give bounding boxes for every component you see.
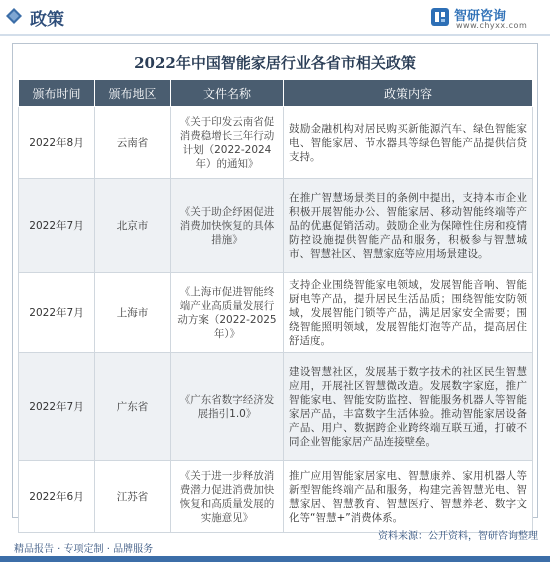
table-title: 2022年中国智能家居行业各省市相关政策 [134,54,416,72]
cell-content: 建设智慧社区，发展基于数字技术的社区民生智慧应用，开展社区智慧微改造。发展数字家庭，推广智能家电、智能安防监控、智能服务机器人等智能家居产品，丰富数字生活体验。推动智能家居设备产品、用户、数据跨企业跨终端互联互通，打破不同企业智能家居产品连接壁垒。 [284,353,533,461]
brand-url: www.chyxx.com [456,21,528,30]
column-header-content: 政策内容 [284,80,533,107]
cell-region: 北京市 [95,179,171,273]
cell-content: 在推广智慧场景类目的条例中提出，支持本市企业积极开展智能办公、智能家居、移动智能终端等产品的优惠促销活动。鼓励企业为保障性住房和疫情防控设施提供智能产品和服务，积极参与智慧城市、智慧社区、智慧家庭等应用场景建设。 [284,179,533,273]
table-row [19,353,533,461]
cell-document: 《关于进一步释放消费潜力促进消费加快恢复和高质量发展的实施意见》 [171,461,284,533]
header-divider [0,34,550,36]
column-header-document: 文件名称 [171,80,284,107]
footer-tagline: 精品报告 · 专项定制 · 品牌服务 [14,544,154,555]
column-header-region: 颁布地区 [95,80,171,107]
cell-document: 《关于助企纾困促进消费加快恢复的具体措施》 [171,179,284,273]
page-header [0,0,550,34]
brand-name: 智研咨询 [454,9,507,24]
table-header-row [19,80,533,107]
diamond-icon [6,8,22,24]
table-row [19,273,533,353]
table-row [19,461,533,533]
cell-region: 上海市 [95,273,171,353]
table-row [19,107,533,179]
cell-document: 《关于印发云南省促消费稳增长三年行动计划（2022-2024年）的通知》 [171,107,284,179]
footer-bar [0,556,550,562]
cell-time: 2022年6月 [19,461,95,533]
section-title: 政策 [30,10,64,30]
cell-time: 2022年7月 [19,273,95,353]
source-note: 资料来源：公开资料，智研咨询整理 [378,531,538,542]
cell-content: 支持企业围绕智能家电领域，发展智能音响、智能厨电等产品，提升居民生活品质；围绕智能安防领域，发展智能门锁等产品，满足居家安全需要；围绕智能照明领域，发展智能灯泡等产品，提高居住舒适度。 [284,273,533,353]
cell-document: 《广东省数字经济发展指引1.0》 [171,353,284,461]
column-header-time: 颁布时间 [19,80,95,107]
cell-document: 《上海市促进智能终端产业高质量发展行动方案（2022-2025年）》 [171,273,284,353]
policy-table [18,79,533,533]
cell-time: 2022年7月 [19,179,95,273]
cell-region: 云南省 [95,107,171,179]
brand-logo-icon [430,7,450,27]
cell-content: 推广应用智能家居家电、智慧康养、家用机器人等新型智能终端产品和服务，构建完善智慧光电、智慧家居、智慧教育、智慧医疗、智慧养老、数字文化等“智慧+”消费体系。 [284,461,533,533]
cell-region: 江苏省 [95,461,171,533]
table-row [19,179,533,273]
cell-content: 鼓励金融机构对居民购买新能源汽车、绿色智能家电、智能家居、节水器具等绿色智能产品提供信贷支持。 [284,107,533,179]
policy-table-panel [12,43,538,524]
cell-time: 2022年7月 [19,353,95,461]
cell-time: 2022年8月 [19,107,95,179]
cell-region: 广东省 [95,353,171,461]
brand-logo[interactable] [430,5,540,31]
